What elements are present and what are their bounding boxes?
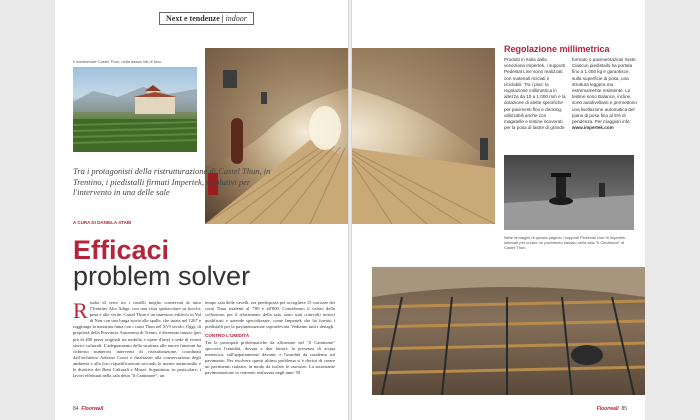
sidebar-column-2 <box>572 57 638 131</box>
article-subhead: CONTRO L'UMIDITÀ <box>205 333 250 339</box>
impertek-url: www.impertek.com <box>572 125 614 131</box>
sidebar-column-1: Prodotti in Italia dalla veneziana Impertek, i supporti Pedestal Line sono realizzati con materiali riciclati e riciclabili. Tra i plus: la regolazione millimetrica in altezza da 10 a 1.000 mm e la dotazione di alette specifiche per pavimenti flex e decking, utilizzabili anche con magatelle e testine ricoverati per la posa di lastre di grande <box>504 57 566 131</box>
page-number-left: 84 <box>73 406 79 412</box>
lead-text: Tra i protagonisti della ristrutturazione di Castel Thun, in Trentino, i piedistalli firmati Impertek, risolutivi per l'intervento in una delle sale <box>73 166 271 197</box>
pedestal-caption: Nelle immagini di questa pagina: i supporti Pedestal Line di Impertek utilizzati per creare un pavimento rialzato nella sala "Il Cantinone" di Castel Thun. <box>504 235 626 250</box>
article-col2-text: tempo sala delle cavalli, era predisposta per accogliere 15 carrozze dei conti Thun risalenti al '700 e all'800. Considerato il valore della collezione, per il rifacimento della sala, sono stati coinvolti tecnici qualificati e aziende specializzate, come Impertek che ha fornito i piedistalli per la pavimentazione sopraelevata. Vediamo tutti i dettagli. <box>205 300 335 330</box>
section-header: Next e tendenze | indoor <box>159 12 254 25</box>
pedestal-photo <box>504 155 634 230</box>
left-page <box>55 0 348 420</box>
right-page <box>352 0 645 420</box>
tunnel-photo-right-half <box>352 48 495 224</box>
footer-left <box>73 406 103 412</box>
dropcap: R <box>73 298 88 323</box>
article-column-1 <box>73 300 201 379</box>
castle-photo <box>73 67 197 152</box>
brand-left: Floorwall <box>81 406 104 412</box>
section-label: Next e tendenze <box>166 14 220 23</box>
footer-right <box>597 406 627 412</box>
title-line-2: problem solver <box>73 261 251 291</box>
article-column-2 <box>205 300 335 376</box>
castle-caption: Il medioevale Castel Thun, nella bassa Val di Non. <box>73 59 163 64</box>
brand-right: Floorwall <box>596 406 619 412</box>
article-col2b-text: Tra le principali problematiche da affrontare nel "il Cantinone" spiccava l'umidità, dovuta a due fattori: la presenza di acqua meteorica, sull'appartamento davanti, e l'umidità da condensa sul pavimento. Per risolvere questi ultimo problema si è deciso di creare un pavimento rialzato, in modo da isolare le carrozze. La sottostante pavimentazione in cemento realizzata negli anni '50 <box>205 339 335 376</box>
tunnel-photo <box>205 48 348 224</box>
construction-photo <box>372 267 645 395</box>
page-number-right: 85 <box>621 406 627 412</box>
section-sub: indoor <box>225 14 247 23</box>
article-col1-text: isalta di certo tra i castelli meglio conservati di tutto l'Trentino Alto Adige, con una vista spettacolare su boschi, prati e alto verde. Castel Thun è un maestoso edificio in Val di Non con una lunga storia alle spalle, che inizia nel 1267 e raggiunge la massima fama con i conti Thun nel XVI secolo. Oggi, di proprietà della Provincia Autonoma di Trento, è diventato museo (per più di 400 pezzi originali tra mobilio e opere d'arte) e sede di eventi storici-culturali. L'adeguamento della struttura alle nuove funzioni ha richiesto numerosi interventi di ristrutturazione, coordinati dall'architetto Adriano Conci e finalizzati alla conservazione degli ambienti e alla loro riqualificazione secondo le norme antincendio e le direttive dei Beni Culturali e Musei. Soprattutto, in particolare, i lavori effettuati nella sala detta "il Cantinone", un <box>73 300 201 379</box>
byline: A CURA DI DANIELA STABI <box>73 220 132 225</box>
title-line-1: Efficaci <box>73 235 170 265</box>
sidebar-heading: Regolazione millimetrica <box>504 44 610 54</box>
sidebar-col2-text: formato o pavimentazioni miste. Ciascun piedistallo ha portata fino a 1.000 kg e garantisce, sulla superficie di posa, una struttura leggera ma estremamente resistente. Le testine sono Balance, incline, sono autolivellanti e permettono una livellazione automatica del piano di posa fino al 5% di pendenza. Per maggiori info: <box>572 57 637 125</box>
